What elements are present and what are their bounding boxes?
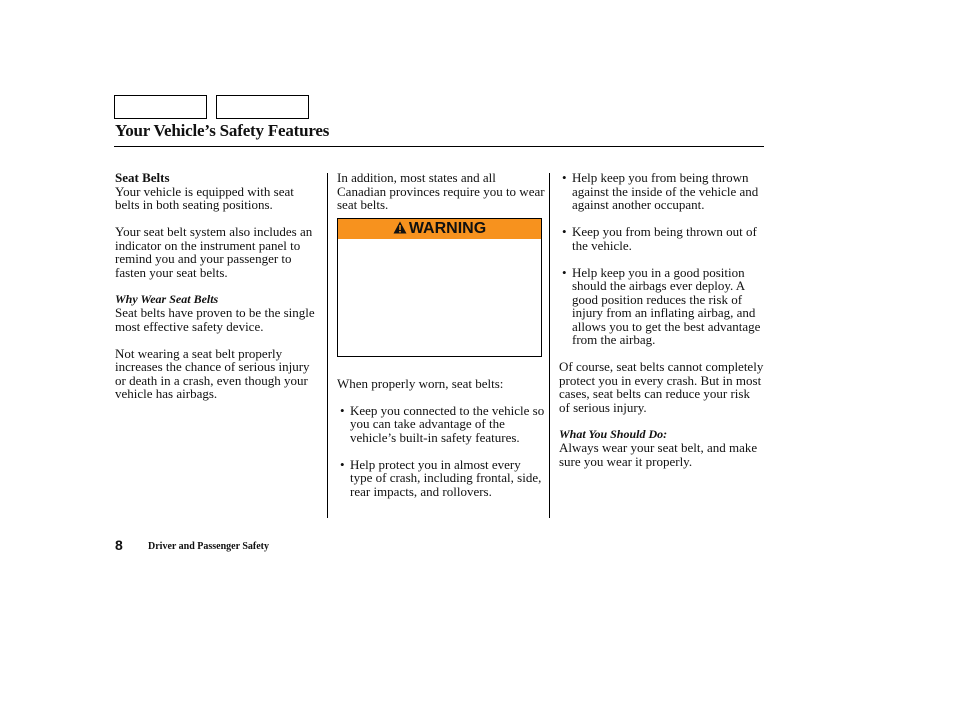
page-title: Your Vehicle’s Safety Features [115, 121, 330, 140]
paragraph: In addition, most states and all Canadian provinces require you to wear seat belts. [337, 170, 545, 212]
bullet-icon: • [562, 224, 567, 239]
column-3 [559, 171, 764, 482]
list-item-text: Keep you connected to the vehicle so you can take advantage of the vehicle’s built-in safety features. [350, 402, 545, 445]
warning-box [337, 218, 542, 357]
warning-label: WARNING [408, 219, 487, 237]
list-item [559, 266, 764, 347]
nav-tab-box-1[interactable] [114, 95, 207, 119]
subheading: What You Should Do: [559, 426, 668, 441]
nav-tab-box-2[interactable] [216, 95, 309, 119]
paragraph: Your vehicle is equipped with seat belts in both seating positions. [115, 183, 294, 212]
warning-header [338, 219, 541, 239]
paragraph: Always wear your seat belt, and make sure you wear it properly. [559, 440, 758, 469]
column-1 [115, 171, 320, 414]
list-item-text: Help keep you in a good position should the airbags ever deploy. A good position reduces the risk of injury from an inflating airbag, and allows you to get the best advantage from the airbag. [572, 264, 761, 347]
section-footer: Driver and Passenger Safety [148, 541, 270, 552]
list-item-text: Keep you from being thrown out of the vehicle. [572, 224, 757, 253]
list-item [337, 404, 545, 445]
paragraph: Seat belts have proven to be the single most effective safety device. [115, 305, 315, 334]
column-2 [337, 171, 545, 512]
column-divider-1 [327, 173, 328, 518]
bullet-list [337, 404, 545, 499]
paragraph: Of course, seat belts cannot completely protect you in every crash. But in most cases, seat belts can reduce your risk of serious injury. [559, 359, 764, 415]
bullet-icon: • [340, 456, 345, 472]
list-item [559, 225, 764, 252]
paragraph: When properly worn, seat belts: [337, 375, 504, 391]
bullet-icon: • [562, 264, 567, 280]
list-item [559, 171, 764, 212]
bullet-icon: • [562, 170, 567, 185]
subheading: Why Wear Seat Belts [115, 291, 219, 306]
paragraph: Your seat belt system also includes an indicator on the instrument panel to remind you and your passenger to fasten your seat belts. [115, 224, 313, 280]
list-item-text: Help protect you in almost every type of crash, including frontal, side, rear impacts, and rollovers. [350, 456, 542, 499]
title-divider [114, 146, 764, 147]
section-heading: Seat Belts [115, 170, 170, 185]
list-item-text: Help keep you from being thrown against the inside of the vehicle and against another occupant. [572, 170, 759, 212]
bullet-list [559, 171, 764, 347]
warning-triangle-icon [393, 221, 407, 234]
list-item [337, 458, 545, 499]
bullet-icon: • [340, 402, 345, 418]
column-divider-2 [549, 173, 550, 518]
paragraph: Not wearing a seat belt properly increases the chance of serious injury or death in a crash, even though your vehicle has airbags. [115, 345, 310, 401]
page-number: 8 [115, 537, 123, 553]
